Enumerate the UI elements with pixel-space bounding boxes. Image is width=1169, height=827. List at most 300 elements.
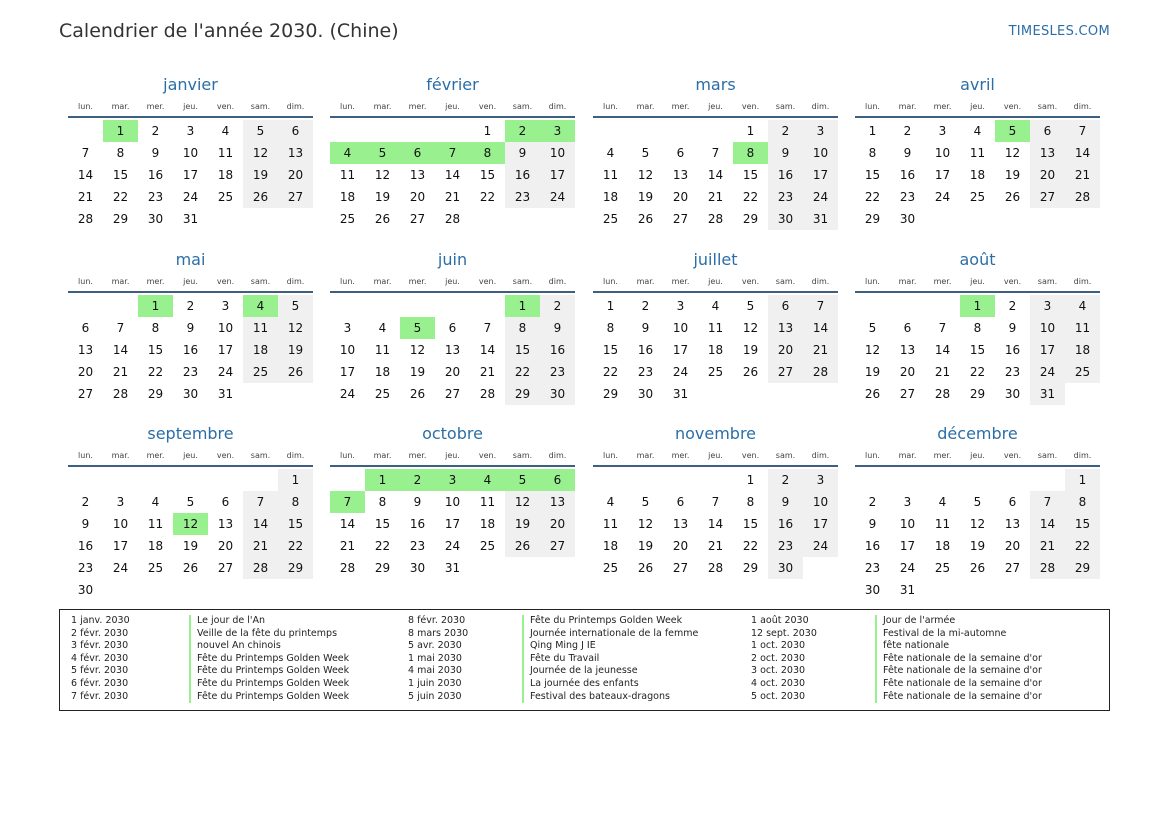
day-cell: 24 bbox=[540, 186, 575, 208]
day-cell: 12 bbox=[1004, 146, 1021, 160]
day-cell: 31 bbox=[899, 583, 916, 597]
day-cell: 7 bbox=[803, 295, 838, 317]
weekday-label: mar. bbox=[111, 102, 130, 111]
day-cell: 3 bbox=[803, 469, 838, 491]
day-cell: 23 bbox=[147, 190, 164, 204]
month-10 bbox=[330, 423, 575, 579]
day-cell: 15 bbox=[864, 168, 881, 182]
holiday-cell: 6 bbox=[400, 142, 435, 164]
day-cell: 16 bbox=[637, 343, 654, 357]
weekday-label: mar. bbox=[373, 102, 392, 111]
weekday-header bbox=[330, 447, 575, 467]
day-cell: 27 bbox=[672, 561, 689, 575]
empty-cell bbox=[995, 469, 1030, 491]
legend-holiday-name: Fête du Travail bbox=[522, 653, 698, 666]
day-cell: 3 bbox=[676, 299, 685, 313]
day-cell: 28 bbox=[112, 387, 129, 401]
day-cell: 15 bbox=[374, 517, 391, 531]
day-cell: 26 bbox=[182, 561, 199, 575]
weekday-label: dim. bbox=[1073, 451, 1092, 460]
day-cell: 3 bbox=[116, 495, 125, 509]
day-cell: 26 bbox=[637, 561, 654, 575]
day-cell: 27 bbox=[409, 212, 426, 226]
weekday-label: sam. bbox=[512, 277, 533, 286]
day-cell: 19 bbox=[182, 539, 199, 553]
day-cell: 26 bbox=[243, 186, 278, 208]
weekday-header bbox=[68, 98, 313, 118]
day-cell: 23 bbox=[409, 539, 426, 553]
holiday-cell: 1 bbox=[960, 295, 995, 317]
legend-holiday-name: Festival des bateaux-dragons bbox=[522, 691, 698, 704]
day-cell: 21 bbox=[479, 365, 496, 379]
day-cell: 23 bbox=[768, 186, 803, 208]
day-cell: 18 bbox=[602, 190, 619, 204]
weekday-label: sam. bbox=[1037, 277, 1058, 286]
legend-date: 5 févr. 2030 bbox=[71, 665, 129, 677]
day-cell: 4 bbox=[606, 146, 615, 160]
day-cell: 20 bbox=[899, 365, 916, 379]
month-name: mars bbox=[695, 75, 736, 94]
day-cell: 12 bbox=[374, 168, 391, 182]
day-cell: 26 bbox=[505, 535, 540, 557]
day-cell: 13 bbox=[1030, 142, 1065, 164]
day-cell: 5 bbox=[868, 321, 877, 335]
day-cell: 11 bbox=[969, 146, 986, 160]
day-cell: 9 bbox=[1008, 321, 1017, 335]
empty-cell bbox=[663, 120, 698, 142]
day-cell: 2 bbox=[151, 124, 160, 138]
weekday-label: lun. bbox=[603, 277, 618, 286]
day-cell: 30 bbox=[768, 208, 803, 230]
weekday-label: ven. bbox=[478, 277, 497, 286]
day-cell: 18 bbox=[217, 168, 234, 182]
day-cell: 8 bbox=[116, 146, 125, 160]
weekday-label: jeu. bbox=[183, 451, 198, 460]
day-cell: 14 bbox=[77, 168, 94, 182]
weekday-label: lun. bbox=[78, 277, 93, 286]
day-cell: 23 bbox=[77, 561, 94, 575]
day-cell: 27 bbox=[77, 387, 94, 401]
weekday-label: mer. bbox=[408, 277, 427, 286]
day-cell: 4 bbox=[221, 124, 230, 138]
weekday-label: ven. bbox=[741, 102, 760, 111]
day-cell: 30 bbox=[182, 387, 199, 401]
day-cell: 12 bbox=[864, 343, 881, 357]
day-cell: 1 bbox=[1065, 469, 1100, 491]
day-cell: 10 bbox=[112, 517, 129, 531]
day-cell: 9 bbox=[505, 142, 540, 164]
weekday-label: sam. bbox=[250, 277, 271, 286]
legend-date: 3 oct. 2030 bbox=[751, 665, 806, 677]
month-name: mai bbox=[175, 250, 206, 269]
day-cell: 25 bbox=[243, 361, 278, 383]
day-cell: 20 bbox=[672, 539, 689, 553]
day-cell: 9 bbox=[903, 146, 912, 160]
day-cell: 20 bbox=[278, 164, 313, 186]
legend-date: 1 janv. 2030 bbox=[71, 615, 130, 626]
day-cell: 16 bbox=[899, 168, 916, 182]
site-link[interactable]: TIMESLES.COM bbox=[1008, 24, 1110, 39]
weekday-label: sam. bbox=[512, 451, 533, 460]
day-cell: 4 bbox=[378, 321, 387, 335]
day-cell: 2 bbox=[768, 469, 803, 491]
day-grid bbox=[330, 295, 575, 405]
day-cell: 8 bbox=[378, 495, 387, 509]
day-cell: 14 bbox=[803, 317, 838, 339]
day-cell: 17 bbox=[803, 513, 838, 535]
day-cell: 13 bbox=[409, 168, 426, 182]
weekday-label: sam. bbox=[775, 277, 796, 286]
day-cell: 4 bbox=[938, 495, 947, 509]
day-cell: 8 bbox=[746, 495, 755, 509]
day-cell: 10 bbox=[803, 491, 838, 513]
day-cell: 13 bbox=[672, 168, 689, 182]
day-cell: 23 bbox=[768, 535, 803, 557]
day-cell: 18 bbox=[147, 539, 164, 553]
empty-cell bbox=[435, 120, 470, 142]
day-cell: 24 bbox=[899, 561, 916, 575]
day-cell: 28 bbox=[1030, 557, 1065, 579]
day-cell: 13 bbox=[899, 343, 916, 357]
day-cell: 2 bbox=[186, 299, 195, 313]
day-cell: 9 bbox=[641, 321, 650, 335]
month-name: septembre bbox=[147, 424, 234, 443]
weekday-label: mer. bbox=[671, 451, 690, 460]
day-cell: 11 bbox=[243, 317, 278, 339]
day-cell: 9 bbox=[768, 491, 803, 513]
weekday-label: mar. bbox=[373, 451, 392, 460]
legend-holiday-name: Fête nationale de la semaine d'or bbox=[875, 653, 1042, 666]
day-cell: 5 bbox=[973, 495, 982, 509]
month-name: avril bbox=[960, 75, 995, 94]
day-cell: 22 bbox=[479, 190, 496, 204]
legend-holiday-name: Fête du Printemps Golden Week bbox=[522, 615, 698, 628]
day-cell: 30 bbox=[899, 212, 916, 226]
day-cell: 30 bbox=[409, 561, 426, 575]
day-cell: 6 bbox=[1030, 120, 1065, 142]
day-cell: 20 bbox=[540, 513, 575, 535]
weekday-label: jeu. bbox=[708, 277, 723, 286]
holiday-cell: 1 bbox=[103, 120, 138, 142]
day-grid bbox=[593, 295, 838, 405]
day-cell: 1 bbox=[606, 299, 615, 313]
day-cell: 9 bbox=[540, 317, 575, 339]
day-cell: 27 bbox=[768, 361, 803, 383]
weekday-label: mer. bbox=[408, 102, 427, 111]
month-name: février bbox=[426, 75, 479, 94]
legend-holiday-name: Qing Ming J IE bbox=[522, 640, 698, 653]
empty-cell bbox=[1030, 469, 1065, 491]
legend-holiday-name: fête nationale bbox=[875, 640, 1042, 653]
day-cell: 27 bbox=[540, 535, 575, 557]
day-grid bbox=[330, 120, 575, 230]
day-cell: 9 bbox=[413, 495, 422, 509]
weekday-label: lun. bbox=[78, 451, 93, 460]
day-cell: 10 bbox=[803, 142, 838, 164]
day-cell: 30 bbox=[864, 583, 881, 597]
day-cell: 13 bbox=[444, 343, 461, 357]
legend-holiday-name: Journée internationale de la femme bbox=[522, 628, 698, 641]
legend-holiday-name: Le jour de l'An bbox=[189, 615, 349, 628]
day-cell: 6 bbox=[81, 321, 90, 335]
holiday-cell: 8 bbox=[733, 142, 768, 164]
holiday-cell: 5 bbox=[995, 120, 1030, 142]
holiday-cell: 5 bbox=[400, 317, 435, 339]
day-cell: 28 bbox=[243, 557, 278, 579]
day-cell: 10 bbox=[339, 343, 356, 357]
empty-cell bbox=[330, 295, 365, 317]
legend-date: 1 mai 2030 bbox=[408, 652, 462, 664]
day-cell: 25 bbox=[969, 190, 986, 204]
day-cell: 21 bbox=[707, 190, 724, 204]
weekday-header bbox=[593, 273, 838, 293]
empty-cell bbox=[925, 469, 960, 491]
day-cell: 18 bbox=[934, 539, 951, 553]
day-cell: 15 bbox=[1065, 513, 1100, 535]
day-cell: 11 bbox=[602, 168, 619, 182]
day-cell: 24 bbox=[803, 186, 838, 208]
day-cell: 9 bbox=[81, 517, 90, 531]
day-grid bbox=[68, 295, 313, 405]
day-cell: 18 bbox=[602, 539, 619, 553]
day-cell: 19 bbox=[505, 513, 540, 535]
legend-date: 4 mai 2030 bbox=[408, 665, 462, 677]
empty-cell bbox=[628, 120, 663, 142]
weekday-label: mar. bbox=[111, 277, 130, 286]
weekday-label: ven. bbox=[741, 277, 760, 286]
day-cell: 29 bbox=[112, 212, 129, 226]
day-cell: 5 bbox=[641, 495, 650, 509]
day-cell: 19 bbox=[1004, 168, 1021, 182]
empty-cell bbox=[890, 469, 925, 491]
weekday-label: ven. bbox=[1003, 102, 1022, 111]
day-cell: 6 bbox=[903, 321, 912, 335]
weekday-label: mer. bbox=[146, 451, 165, 460]
day-cell: 13 bbox=[768, 317, 803, 339]
day-cell: 7 bbox=[243, 491, 278, 513]
day-cell: 3 bbox=[186, 124, 195, 138]
day-cell: 29 bbox=[147, 387, 164, 401]
empty-cell bbox=[68, 295, 103, 317]
day-cell: 14 bbox=[243, 513, 278, 535]
day-cell: 21 bbox=[707, 539, 724, 553]
day-cell: 15 bbox=[147, 343, 164, 357]
day-cell: 20 bbox=[1004, 539, 1021, 553]
weekday-label: mer. bbox=[933, 451, 952, 460]
legend-date: 12 sept. 2030 bbox=[751, 627, 817, 639]
legend-holiday-name: Fête du Printemps Golden Week bbox=[189, 653, 349, 666]
day-cell: 29 bbox=[864, 212, 881, 226]
day-cell: 14 bbox=[1065, 142, 1100, 164]
day-cell: 1 bbox=[278, 469, 313, 491]
day-cell: 14 bbox=[112, 343, 129, 357]
weekday-label: lun. bbox=[603, 451, 618, 460]
day-cell: 17 bbox=[444, 517, 461, 531]
empty-cell bbox=[243, 469, 278, 491]
empty-cell bbox=[435, 295, 470, 317]
weekday-label: lun. bbox=[340, 102, 355, 111]
day-cell: 19 bbox=[409, 365, 426, 379]
day-cell: 17 bbox=[182, 168, 199, 182]
weekday-header bbox=[855, 98, 1100, 118]
day-cell: 26 bbox=[742, 365, 759, 379]
month-name: novembre bbox=[674, 424, 757, 443]
day-cell: 7 bbox=[1065, 120, 1100, 142]
day-cell: 25 bbox=[339, 212, 356, 226]
day-cell: 25 bbox=[602, 212, 619, 226]
day-cell: 18 bbox=[1065, 339, 1100, 361]
page-title: Calendrier de l'année 2030. (Chine) bbox=[59, 20, 399, 42]
day-cell: 9 bbox=[151, 146, 160, 160]
empty-cell bbox=[663, 469, 698, 491]
day-cell: 16 bbox=[768, 513, 803, 535]
day-cell: 19 bbox=[243, 164, 278, 186]
day-cell: 15 bbox=[742, 517, 759, 531]
day-cell: 23 bbox=[864, 561, 881, 575]
day-cell: 11 bbox=[1065, 317, 1100, 339]
day-cell: 2 bbox=[903, 124, 912, 138]
day-cell: 22 bbox=[602, 365, 619, 379]
month-name: juillet bbox=[693, 250, 738, 269]
weekday-label: mar. bbox=[111, 451, 130, 460]
day-cell: 22 bbox=[374, 539, 391, 553]
day-cell: 6 bbox=[676, 495, 685, 509]
empty-cell bbox=[890, 295, 925, 317]
holiday-cell: 3 bbox=[540, 120, 575, 142]
day-cell: 29 bbox=[505, 383, 540, 405]
day-cell: 24 bbox=[182, 190, 199, 204]
day-cell: 1 bbox=[483, 124, 492, 138]
legend-date-column bbox=[751, 615, 817, 703]
weekday-label: mar. bbox=[636, 102, 655, 111]
day-cell: 6 bbox=[1008, 495, 1017, 509]
legend-holiday-name: Fête du Printemps Golden Week bbox=[189, 678, 349, 691]
day-cell: 30 bbox=[768, 557, 803, 579]
day-cell: 26 bbox=[278, 361, 313, 383]
legend-date: 2 févr. 2030 bbox=[71, 627, 129, 639]
holiday-cell: 1 bbox=[505, 295, 540, 317]
empty-cell bbox=[365, 295, 400, 317]
weekday-label: ven. bbox=[216, 277, 235, 286]
day-cell: 21 bbox=[243, 535, 278, 557]
day-cell: 5 bbox=[243, 120, 278, 142]
holiday-cell: 5 bbox=[365, 142, 400, 164]
day-cell: 24 bbox=[934, 190, 951, 204]
day-cell: 12 bbox=[243, 142, 278, 164]
day-cell: 11 bbox=[374, 343, 391, 357]
day-cell: 29 bbox=[374, 561, 391, 575]
day-cell: 27 bbox=[444, 387, 461, 401]
day-cell: 25 bbox=[147, 561, 164, 575]
day-cell: 30 bbox=[77, 583, 94, 597]
day-cell: 10 bbox=[672, 321, 689, 335]
empty-cell bbox=[173, 469, 208, 491]
day-cell: 27 bbox=[278, 186, 313, 208]
weekday-label: dim. bbox=[548, 277, 567, 286]
day-cell: 7 bbox=[1030, 491, 1065, 513]
legend-date: 5 avr. 2030 bbox=[408, 640, 462, 652]
day-cell: 19 bbox=[278, 339, 313, 361]
day-cell: 4 bbox=[1065, 295, 1100, 317]
weekday-header bbox=[593, 447, 838, 467]
day-cell: 13 bbox=[1004, 517, 1021, 531]
day-cell: 31 bbox=[672, 387, 689, 401]
month-7 bbox=[593, 249, 838, 405]
day-cell: 28 bbox=[444, 212, 461, 226]
weekday-label: mar. bbox=[898, 451, 917, 460]
day-cell: 19 bbox=[742, 343, 759, 357]
weekday-label: dim. bbox=[548, 102, 567, 111]
month-12 bbox=[855, 423, 1100, 601]
day-cell: 21 bbox=[934, 365, 951, 379]
weekday-label: lun. bbox=[865, 451, 880, 460]
holiday-cell: 5 bbox=[505, 469, 540, 491]
weekday-label: sam. bbox=[250, 451, 271, 460]
empty-cell bbox=[400, 295, 435, 317]
empty-cell bbox=[103, 469, 138, 491]
day-cell: 17 bbox=[217, 343, 234, 357]
day-cell: 29 bbox=[602, 387, 619, 401]
day-cell: 30 bbox=[540, 383, 575, 405]
weekday-label: dim. bbox=[811, 102, 830, 111]
day-cell: 15 bbox=[479, 168, 496, 182]
day-cell: 27 bbox=[1004, 561, 1021, 575]
day-cell: 10 bbox=[934, 146, 951, 160]
day-cell: 26 bbox=[637, 212, 654, 226]
holiday-cell: 6 bbox=[540, 469, 575, 491]
day-cell: 10 bbox=[540, 142, 575, 164]
day-cell: 14 bbox=[707, 517, 724, 531]
day-cell: 12 bbox=[742, 321, 759, 335]
holiday-cell: 7 bbox=[330, 491, 365, 513]
day-cell: 24 bbox=[217, 365, 234, 379]
day-cell: 20 bbox=[768, 339, 803, 361]
empty-cell bbox=[960, 469, 995, 491]
holiday-cell: 2 bbox=[400, 469, 435, 491]
empty-cell bbox=[470, 295, 505, 317]
day-grid bbox=[855, 469, 1100, 601]
day-cell: 2 bbox=[868, 495, 877, 509]
day-cell: 5 bbox=[746, 299, 755, 313]
day-cell: 17 bbox=[934, 168, 951, 182]
day-cell: 6 bbox=[221, 495, 230, 509]
day-cell: 13 bbox=[77, 343, 94, 357]
day-cell: 15 bbox=[969, 343, 986, 357]
day-cell: 17 bbox=[540, 164, 575, 186]
day-cell: 5 bbox=[278, 295, 313, 317]
day-cell: 6 bbox=[676, 146, 685, 160]
day-cell: 8 bbox=[973, 321, 982, 335]
day-cell: 22 bbox=[147, 365, 164, 379]
weekday-label: dim. bbox=[1073, 277, 1092, 286]
day-cell: 1 bbox=[746, 124, 755, 138]
weekday-label: jeu. bbox=[708, 451, 723, 460]
day-cell: 13 bbox=[217, 517, 234, 531]
day-cell: 3 bbox=[803, 120, 838, 142]
day-cell: 22 bbox=[1065, 535, 1100, 557]
weekday-header bbox=[330, 98, 575, 118]
day-cell: 2 bbox=[540, 295, 575, 317]
day-cell: 8 bbox=[505, 317, 540, 339]
day-cell: 16 bbox=[182, 343, 199, 357]
legend-date: 1 août 2030 bbox=[751, 615, 809, 626]
legend-date: 6 févr. 2030 bbox=[71, 677, 129, 689]
day-cell: 29 bbox=[742, 561, 759, 575]
day-cell: 18 bbox=[374, 365, 391, 379]
day-cell: 17 bbox=[803, 164, 838, 186]
day-cell: 16 bbox=[540, 339, 575, 361]
legend-date: 4 févr. 2030 bbox=[71, 652, 129, 664]
